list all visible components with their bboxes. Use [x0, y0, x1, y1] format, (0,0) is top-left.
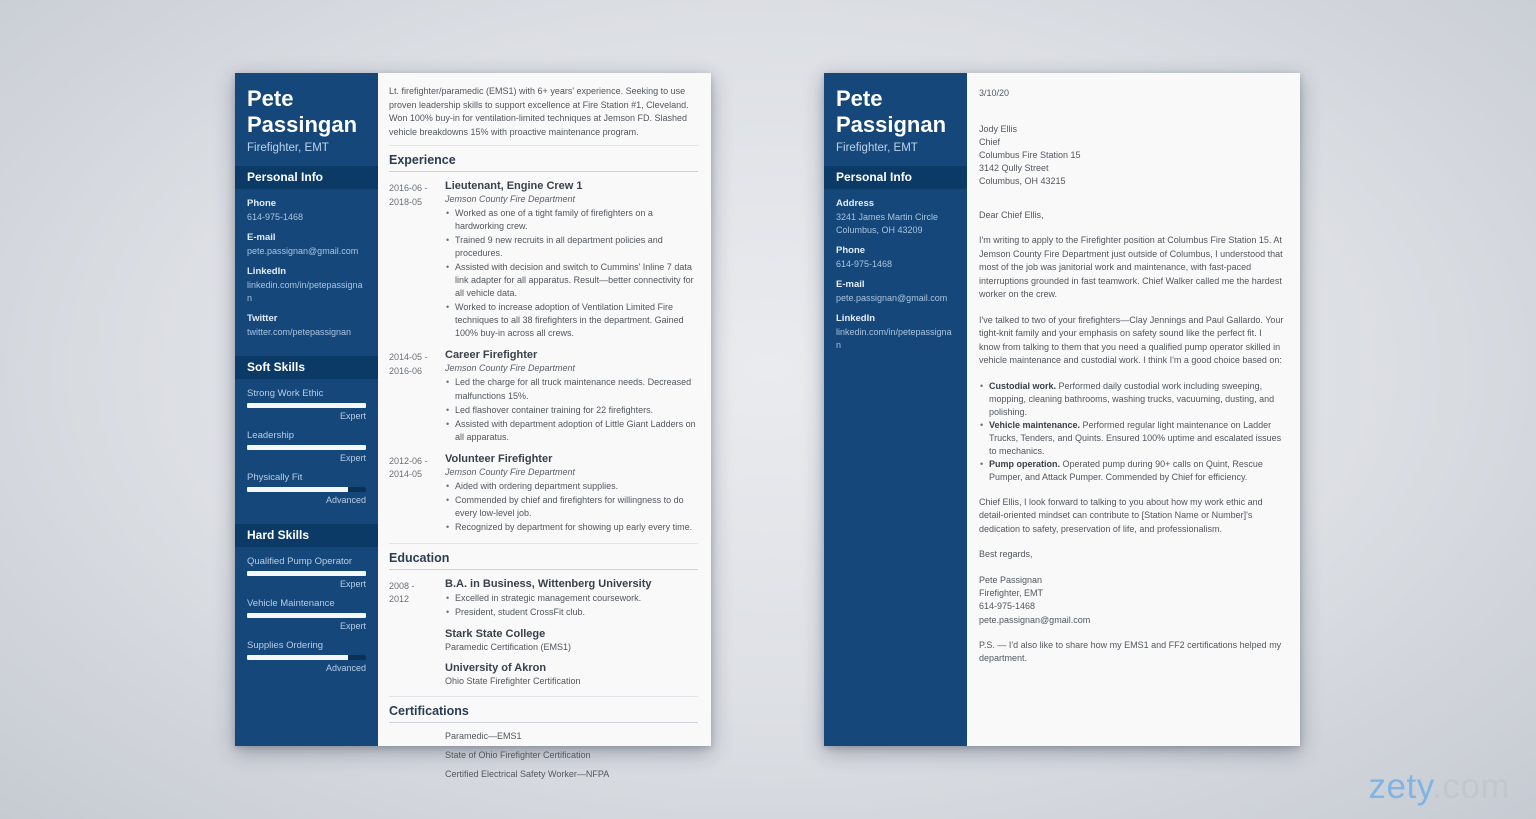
- letter-bullet: • Pump operation. Operated pump during 90+ calls on Quint, Rescue Pumper, and Attack Pumper. Commended by Chief for efficiency.: [979, 458, 1284, 484]
- entry-bullet: • Led flashover container training for 22 firefighters.: [445, 404, 698, 417]
- signature-line: 614-975-1468: [979, 601, 1036, 612]
- letter-signature-block: [979, 574, 1284, 627]
- contact-field-phone: Phone 614-975-1468: [247, 197, 304, 222]
- zety-watermark: [1369, 767, 1510, 807]
- resume-job-title: Firefighter, EMT: [247, 141, 329, 154]
- entry-company: Jemson County Fire Department: [445, 194, 576, 204]
- letter-body: [967, 73, 1300, 746]
- certifications-list: [389, 731, 698, 788]
- skill-bar: [247, 445, 366, 450]
- entry-dates: 2012-06 - 2014-05: [389, 455, 428, 480]
- contact-field-phone: Phone 614-975-1468: [836, 245, 893, 269]
- entry-bullet: • Excelled in strategic management coursework.: [445, 592, 698, 605]
- entry-title: Volunteer Firefighter: [445, 452, 553, 465]
- entry-subtitle: Paramedic Certification (EMS1): [445, 641, 572, 652]
- letter-sidebar: [824, 73, 967, 746]
- entry-title: B.A. in Business, Wittenberg University: [445, 577, 652, 590]
- recipient-line: Columbus Fire Station 15: [979, 149, 1081, 160]
- skill-physically-fit: Physically Fit Advanced: [247, 472, 366, 506]
- experience-entry: [389, 453, 698, 535]
- contact-field-address: Address 3241 James Martin Circle Columbus, OH 43209: [836, 197, 939, 235]
- entry-title: Stark State College: [445, 627, 546, 640]
- resume-sidebar: [235, 73, 378, 746]
- letter-recipient-block: [979, 123, 1284, 189]
- skill-bar: [247, 403, 366, 408]
- contact-field-email: E-mail pete.passignan@gmail.com: [247, 231, 359, 256]
- recipient-line: Chief: [979, 136, 1001, 147]
- entry-title: Career Firefighter: [445, 349, 538, 362]
- skill-qualified-pump-operator: Qualified Pump Operator Expert: [247, 556, 366, 590]
- resume-body: [378, 73, 711, 779]
- resume-name: Pete Passingan: [247, 86, 358, 137]
- zety-suffix-text: .com: [1432, 767, 1510, 806]
- skill-vehicle-maintenance: Vehicle Maintenance Expert: [247, 598, 366, 632]
- personal-info-heading: Personal Info: [235, 166, 378, 189]
- experience-entry: [389, 349, 698, 444]
- letter-name: Pete Passignan: [836, 86, 947, 137]
- skill-strong-work-ethic: Strong Work Ethic Expert: [247, 388, 366, 422]
- entry-bullet: • Trained 9 new recruits in all department policies and procedures.: [445, 234, 698, 260]
- letter-bullet: • Custodial work. Performed daily custodial work including sweeping, mopping, cleaning bathrooms, washing trucks, vacuuming, dusting, and polishing.: [979, 380, 1284, 419]
- certification-item: State of Ohio Firefighter Certification: [445, 749, 591, 760]
- education-entry: [389, 578, 698, 620]
- entry-company: Jemson County Fire Department: [445, 466, 576, 477]
- contact-field-email: E-mail pete.passignan@gmail.com: [836, 279, 948, 304]
- recipient-line: Columbus, OH 43215: [979, 176, 1066, 187]
- education-entry: [389, 662, 698, 688]
- certifications-heading: Certifications: [389, 704, 698, 723]
- education-entry: [389, 628, 698, 654]
- skill-bar: [247, 655, 366, 660]
- entry-title: Lieutenant, Engine Crew 1: [445, 180, 583, 192]
- entry-bullet: • President, student CrossFit club.: [445, 606, 698, 619]
- entry-dates: 2016-06 - 2018-05: [389, 183, 428, 207]
- entry-bullet: • Worked as one of a tight family of firefighters on a hardworking crew.: [445, 207, 698, 233]
- experience-section: [389, 145, 698, 535]
- experience-entry: [389, 180, 698, 341]
- contact-field-linkedin: LinkedIn linkedin.com/in/petepassignan: [247, 266, 363, 304]
- entry-dates: 2014-05 - 2016-06: [389, 352, 428, 376]
- entry-bullet: • Assisted with department adoption of Little Giant Ladders on all apparatus.: [445, 418, 698, 444]
- recipient-line: Jody Ellis: [979, 123, 1018, 134]
- zety-brand-text: zety: [1368, 767, 1433, 806]
- skill-bar: [247, 571, 366, 576]
- letter-ps: P.S. — I'd also like to share how my EMS1 and FF2 certifications helped my department.: [979, 639, 1282, 664]
- certification-item: Paramedic—EMS1: [445, 730, 522, 741]
- entry-title: University of Akron: [445, 661, 547, 674]
- contact-field-twitter: Twitter twitter.com/petepassignan: [247, 313, 352, 338]
- letter-bullet: • Vehicle maintenance. Performed regular light maintenance on Ladder Trucks, Tenders, and Quints. Ensured 100% uptime and escalated issues to mechanics.: [979, 419, 1284, 458]
- entry-bullet: • Aided with ordering department supplies.: [445, 480, 698, 493]
- skill-leadership: Leadership Expert: [247, 430, 366, 464]
- certifications-section: [389, 696, 698, 788]
- letter-date: 3/10/20: [979, 88, 1010, 98]
- letter-paragraph: I'm writing to apply to the Firefighter position at Columbus Fire Station 15. At Jemson County Fire Department just outside of Columbus, I understood that most of the job was janitorial work and maintenance, with fast-paced interruptions grounded in fast teamwork. Chief Walker called me the hardest worker on the crew.: [979, 235, 1283, 300]
- signature-line: pete.passignan@gmail.com: [979, 614, 1091, 625]
- letter-salutation: Dear Chief Ellis,: [979, 209, 1044, 220]
- hard-skills-heading: Hard Skills: [235, 524, 378, 547]
- entry-company: Jemson County Fire Department: [445, 363, 576, 374]
- soft-skills-heading: Soft Skills: [235, 356, 378, 379]
- entry-bullet: • Worked to increase adoption of Ventilation Limited Fire techniques to all 38 firefighters in the department. Gained 100% buy-in across all crews.: [445, 301, 698, 340]
- entry-subtitle: Ohio State Firefighter Certification: [445, 675, 581, 686]
- letter-signoff: Best regards,: [979, 549, 1033, 560]
- letter-paragraph: I've talked to two of your firefighters—Clay Jennings and Paul Gallardo. Your tight-knit family and your emphasis on safety sound like the perfect fit. I know from talking to them that you need a qualified pump operator skilled in vehicle maintenance and custodial work. I think I'm a good choice based on:: [979, 314, 1284, 366]
- letter-job-title: Firefighter, EMT: [836, 141, 918, 154]
- resume-page: [235, 73, 711, 779]
- signature-line: Firefighter, EMT: [979, 588, 1044, 599]
- education-heading: Education: [389, 551, 698, 570]
- skill-bar: [247, 613, 366, 618]
- entry-bullet: • Assisted with decision and switch to Cummins' Inline 7 data link adapter for all apparatus. Result—better connectivity for all vehicle data.: [445, 261, 698, 300]
- letter-bullet-list: [979, 380, 1284, 484]
- skill-bar: [247, 487, 366, 492]
- resume-summary: Lt. firefighter/paramedic (EMS1) with 6+ years' experience. Seeking to use proven leadership skills to support excellence at Fire Station #1, Cleveland. Won 100% buy-in for ventilation-limited techniques at Jemson FD. Slashed vehicle breakdowns 15% with proactive maintenance program.: [389, 86, 689, 137]
- entry-bullet: • Commended by chief and firefighters for willingness to do every low-level job.: [445, 494, 698, 520]
- certification-item: Certified Electrical Safety Worker—NFPA: [445, 768, 610, 779]
- entry-bullet: • Led the charge for all truck maintenance needs. Decreased malfunctions 15%.: [445, 376, 698, 402]
- skill-supplies-ordering: Supplies Ordering Advanced: [247, 640, 366, 674]
- signature-line: Pete Passignan: [979, 574, 1043, 585]
- entry-bullet: • Recognized by department for showing up early every time.: [445, 521, 698, 534]
- experience-heading: Experience: [389, 153, 698, 172]
- cover-letter-page: [824, 73, 1300, 746]
- recipient-line: 3142 Qully Street: [979, 163, 1049, 174]
- entry-dates: 2008 - 2012: [389, 580, 415, 605]
- contact-field-linkedin: LinkedIn linkedin.com/in/petepassignan: [836, 313, 952, 351]
- letter-paragraph: Chief Ellis, I look forward to talking to you about how my work ethic and detail-oriented mindset can contribute to [Station Name or Number]'s dedication to safety, preservation of life, and professionalism.: [979, 496, 1263, 534]
- education-section: [389, 543, 698, 688]
- personal-info-heading: Personal Info: [824, 166, 967, 189]
